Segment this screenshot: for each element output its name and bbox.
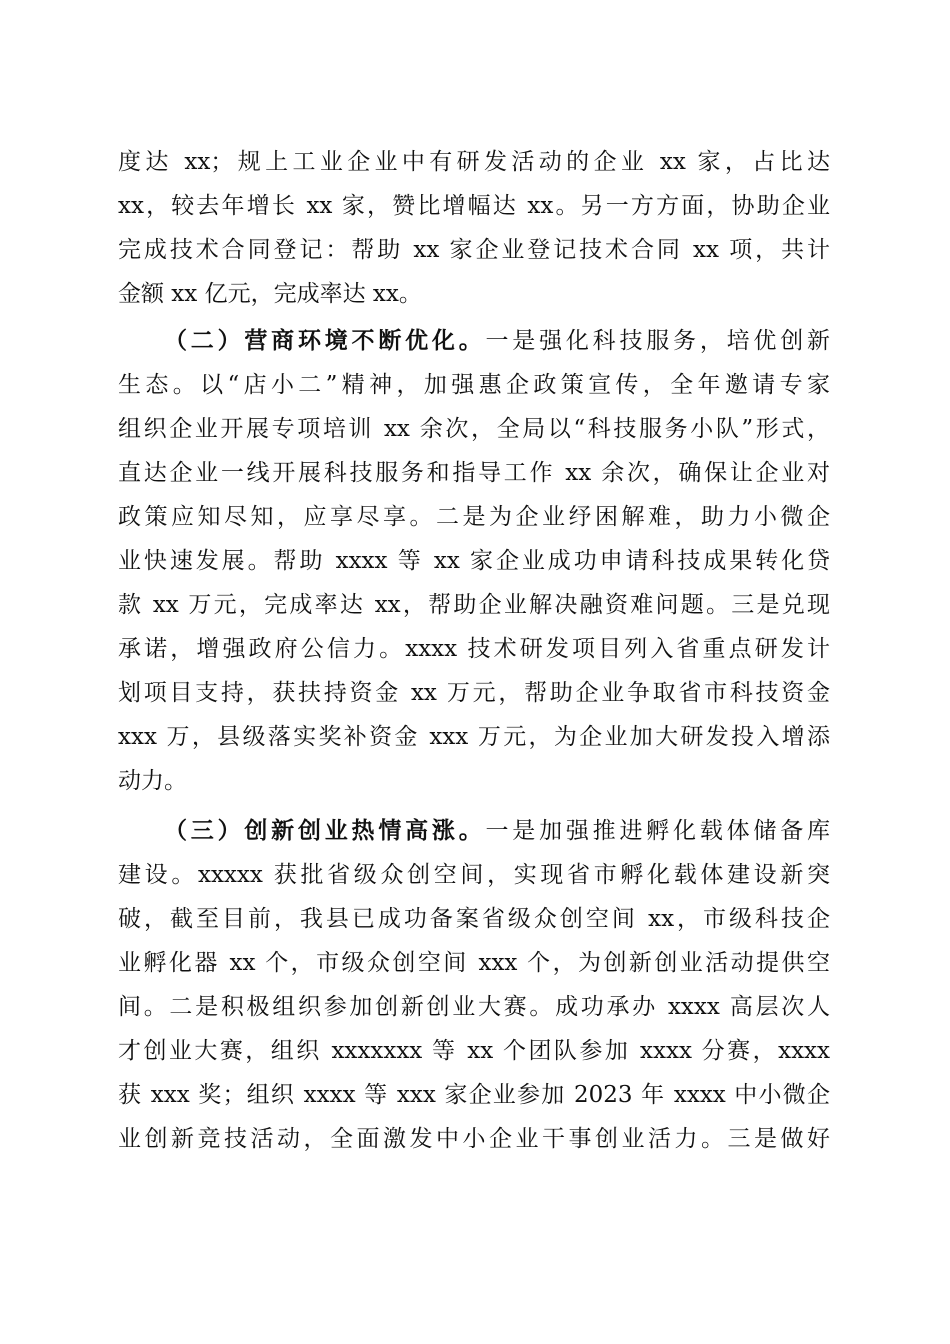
paragraph-line: 组织企业开展专项培训 xx 余次，全局以“科技服务小队”形式，	[118, 416, 830, 442]
paragraph-line: 度达 xx；规上工业企业中有研发活动的企业 xx 家，占比达	[118, 149, 830, 175]
paragraph-line: 业创新竞技活动，全面激发中小企业干事创业活力。三是做好	[118, 1126, 830, 1152]
paragraph-3	[118, 809, 830, 1161]
paragraph-first-line	[118, 319, 830, 363]
paragraph-first-line	[118, 809, 830, 853]
paragraph-1	[118, 140, 830, 316]
paragraph-text: 一是强化科技服务，培优创新	[485, 328, 831, 354]
paragraph-line: 生态。以“店小二”精神，加强惠企政策宣传，全年邀请专家	[118, 372, 830, 398]
paragraph-line: 承诺，增强政府公信力。xxxx 技术研发项目列入省重点研发计	[118, 636, 830, 662]
paragraph-line: 间。二是积极组织参加创新创业大赛。成功承办 xxxx 高层次人	[118, 994, 830, 1020]
paragraph-line: 业孵化器 xx 个，市级众创空间 xxx 个，为创新创业活动提供空	[118, 950, 830, 976]
paragraph-line: xxx 万，县级落实奖补资金 xxx 万元，为企业加大研发投入增添	[118, 724, 830, 750]
paragraph-line: 破，截至目前，我县已成功备案省级众创空间 xx，市级科技企	[118, 906, 830, 932]
paragraph-line: 业快速发展。帮助 xxxx 等 xx 家企业成功申请科技成果转化贷	[118, 548, 830, 574]
paragraph-line: 款 xx 万元，完成率达 xx，帮助企业解决融资难问题。三是兑现	[118, 592, 830, 618]
paragraph-line: 直达企业一线开展科技服务和指导工作 xx 余次，确保让企业对	[118, 460, 830, 486]
paragraph-line: 政策应知尽知，应享尽享。二是为企业纾困解难，助力小微企	[118, 504, 830, 530]
paragraph-line: 金额 xx 亿元，完成率达 xx。	[118, 281, 422, 307]
paragraph-line: 完成技术合同登记：帮助 xx 家企业登记技术合同 xx 项，共计	[118, 237, 830, 263]
section-heading: （三）创新创业热情高涨。	[164, 817, 486, 844]
paragraph-line: xx，较去年增长 xx 家，赞比增幅达 xx。另一方方面，协助企业	[118, 193, 830, 219]
paragraph-line: 划项目支持，获扶持资金 xx 万元，帮助企业争取省市科技资金	[118, 680, 830, 706]
paragraph-line: 建设。xxxxx 获批省级众创空间，实现省市孵化载体建设新突	[118, 862, 830, 888]
paragraph-line: 才创业大赛，组织 xxxxxxx 等 xx 个团队参加 xxxx 分赛，xxxx	[118, 1038, 830, 1064]
section-heading: （二）营商环境不断优化。	[164, 327, 486, 354]
paragraph-line: 获 xxx 奖；组织 xxxx 等 xxx 家企业参加 2023 年 xxxx 中小微企	[118, 1082, 830, 1108]
paragraph-text: 一是加强推进孵化载体储备库	[485, 818, 831, 844]
paragraph-line: 动力。	[118, 768, 187, 794]
paragraph-2	[118, 319, 830, 803]
